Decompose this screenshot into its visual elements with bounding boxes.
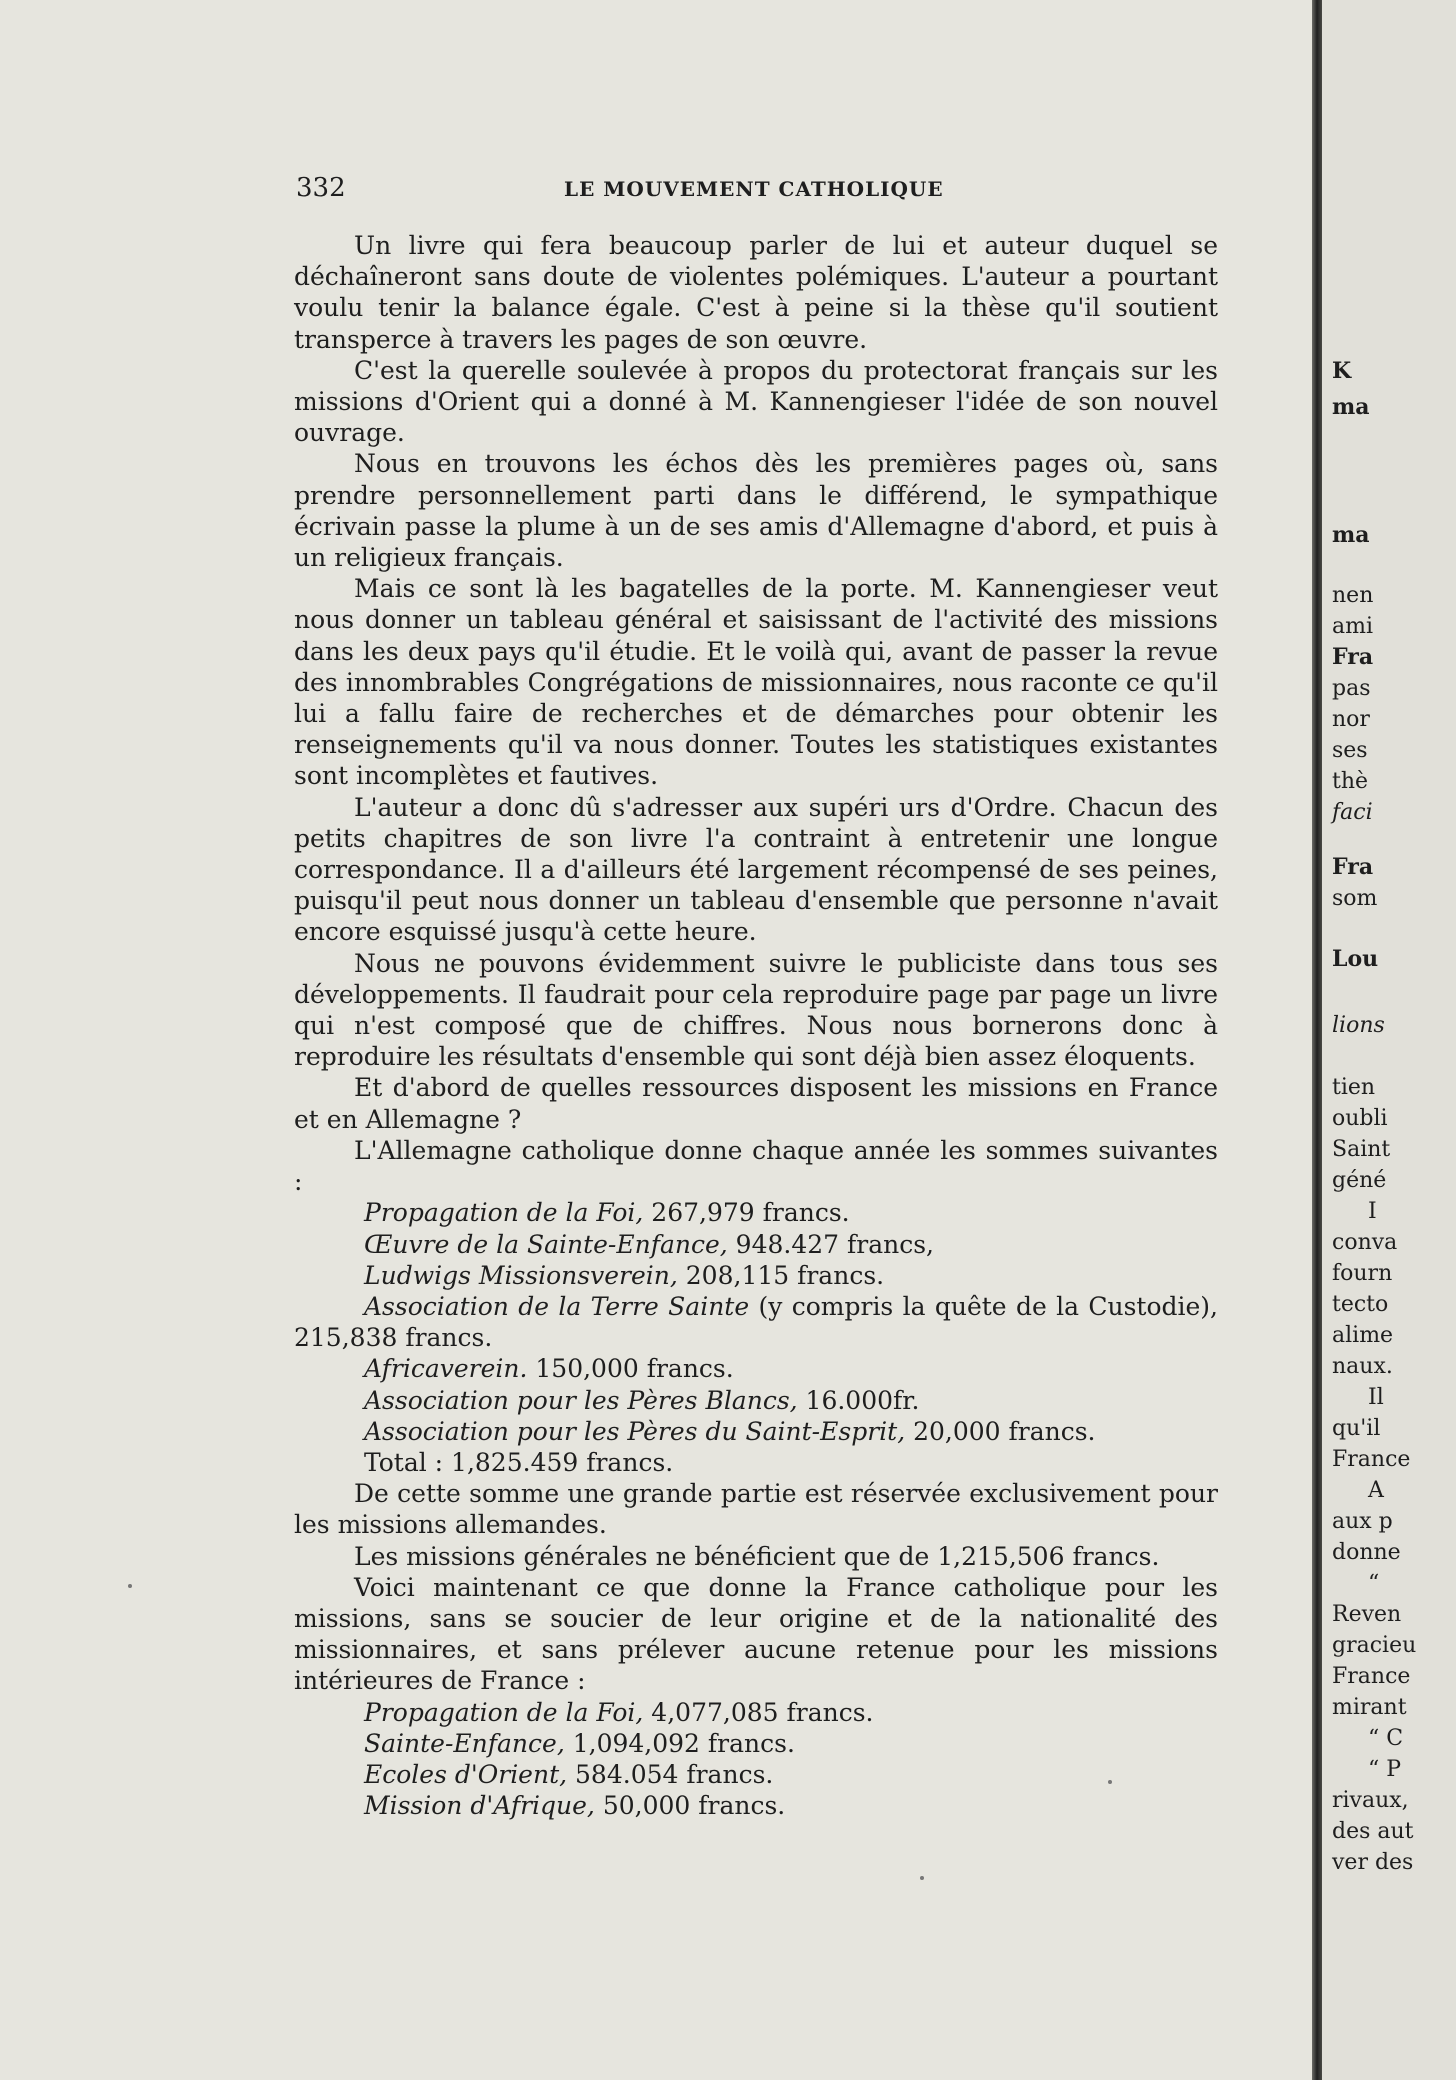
book-gutter <box>1312 0 1322 2080</box>
fragment: oubli <box>1332 1106 1388 1131</box>
fragment: conva <box>1332 1230 1398 1255</box>
paragraph: De cette somme une grande partie est réservée exclusivement pour les missions allemandes. <box>294 1479 1218 1540</box>
fragment: ver des <box>1332 1850 1414 1875</box>
fragment: mirant <box>1332 1695 1407 1720</box>
scan-speck <box>1108 1780 1112 1784</box>
fragment: Saint <box>1332 1137 1391 1162</box>
fragment: Fra <box>1332 854 1374 880</box>
list-item: Mission d'Afrique, 50,000 francs. <box>364 1791 786 1821</box>
fragment: K <box>1332 358 1352 384</box>
list-item: Œuvre de la Sainte-Enfance, 948.427 francs, <box>364 1229 934 1259</box>
body-text <box>294 230 1218 1821</box>
paragraph: L'auteur a donc dû s'adresser aux supéri urs d'Ordre. Chacun des petits chapitres de son livre l'a contraint à entretenir une longue correspondance. Il a d'ailleurs été largement récompensé de ses peines, puisqu'il peut nous donner un tableau d'ensemble que personne n'avait encore esquissé jusqu'à cette heure. <box>294 792 1218 947</box>
fragment: aux p <box>1332 1509 1393 1534</box>
fragment: thè <box>1332 769 1369 794</box>
page-header <box>296 173 1226 203</box>
list-item: Ludwigs Missionsverein, 208,115 francs. <box>364 1260 885 1290</box>
list-item: Propagation de la Foi, 267,979 francs. <box>364 1198 850 1228</box>
fragment: “ P <box>1368 1757 1402 1782</box>
paragraph: Nous en trouvons les échos dès les premières pages où, sans prendre personnellement parti dans le différend, le sympathique écrivain passe la plume à un de ses amis d'Allemagne d'abord, et puis à un religieux français. <box>294 449 1218 573</box>
page-number: 332 <box>296 173 346 203</box>
list-item: Ecoles d'Orient, 584.054 francs. <box>364 1759 774 1789</box>
list-item: Propagation de la Foi, 4,077,085 francs. <box>364 1697 874 1727</box>
fragment: A <box>1368 1478 1384 1503</box>
running-head: LE MOUVEMENT CATHOLIQUE <box>564 177 944 201</box>
fragment: France <box>1332 1447 1411 1472</box>
paragraph: Mais ce sont là les bagatelles de la porte. M. Kannengieser veut nous donner un tableau général et saisissant de l'activité des missions dans les deux pays qu'il étudie. Et le voilà qui, avant de passer la revue des innombrables Congrégations de missionnaires, nous raconte ce qu'il lui a fallu faire de recherches et de démarches pour obtenir les renseignements qu'il va nous donner. Toutes les statistiques existantes sont incomplètes et fautives. <box>294 574 1218 791</box>
fragment: I <box>1368 1199 1377 1224</box>
fragment: som <box>1332 886 1378 911</box>
fragment: faci <box>1332 800 1373 825</box>
fragment: Fra <box>1332 644 1374 670</box>
scan-speck <box>128 1584 132 1588</box>
fragment: pas <box>1332 676 1371 701</box>
fragment: qu'il <box>1332 1416 1381 1441</box>
paragraph: Et d'abord de quelles ressources disposent les missions en France et en Allemagne ? <box>294 1073 1218 1134</box>
fragment: lions <box>1332 1013 1385 1038</box>
list-item: Sainte-Enfance, 1,094,092 francs. <box>364 1728 795 1758</box>
list-item: Association pour les Pères du Saint-Esprit, 20,000 francs. <box>364 1416 1096 1446</box>
fragment: rivaux, <box>1332 1788 1409 1813</box>
paragraph: Un livre qui fera beaucoup parler de lui et auteur duquel se déchaîneront sans doute de violentes polémiques. L'auteur a pourtant voulu tenir la balance égale. C'est à peine si la thèse qu'il soutient transperce à travers les pages de son œuvre. <box>294 231 1218 354</box>
list-item: Africaverein. 150,000 francs. <box>364 1354 734 1384</box>
scan-speck <box>920 1876 924 1880</box>
facing-page <box>1322 0 1456 2080</box>
fragment: Lou <box>1332 946 1379 972</box>
paragraph: Les missions générales ne bénéficient que de 1,215,506 francs. <box>354 1541 1160 1571</box>
fragment: “ <box>1368 1571 1380 1596</box>
total-line: Total : 1,825.459 francs. <box>364 1447 674 1477</box>
fragment: des aut <box>1332 1819 1414 1844</box>
fragment: naux. <box>1332 1354 1393 1379</box>
fragment: nen <box>1332 583 1374 608</box>
fragment: tien <box>1332 1075 1376 1100</box>
fragment: alime <box>1332 1323 1394 1348</box>
fragment: nor <box>1332 707 1370 732</box>
fragment: “ C <box>1368 1726 1404 1751</box>
paragraph: Nous ne pouvons évidemment suivre le publiciste dans tous ses développements. Il faudrait pour cela reproduire page par page un livre qui n'est composé que de chiffres. Nous nous bornerons donc à reproduire les résultats d'ensemble qui sont déjà bien assez éloquents. <box>294 948 1218 1072</box>
paragraph: L'Allemagne catholique donne chaque année les sommes suivantes : <box>294 1135 1218 1197</box>
fragment: ses <box>1332 738 1368 763</box>
paragraph: Voici maintenant ce que donne la France catholique pour les missions, sans se soucier de leur origine et de la nationalité des missionnaires, et sans prélever aucune retenue pour les missions intérieures de France : <box>294 1572 1218 1696</box>
fragment: ma <box>1332 394 1370 420</box>
fragment: gracieu <box>1332 1633 1417 1658</box>
fragment: Reven <box>1332 1602 1402 1627</box>
list-item: Association de la Terre Sainte (y compris la quête de la Custodie), 215,838 francs. <box>294 1291 1218 1353</box>
paragraph: C'est la querelle soulevée à propos du protectorat français sur les missions d'Orient qui a donné à M. Kannengieser l'idée de son nouvel ouvrage. <box>294 355 1218 448</box>
fragment: géné <box>1332 1168 1387 1193</box>
fragment: ma <box>1332 522 1370 548</box>
list-item: Association pour les Pères Blancs, 16.000fr. <box>364 1385 920 1415</box>
fragment: fourn <box>1332 1261 1393 1286</box>
fragment: Il <box>1368 1385 1384 1410</box>
fragment: tecto <box>1332 1292 1389 1317</box>
fragment: France <box>1332 1664 1411 1689</box>
fragment: donne <box>1332 1540 1401 1565</box>
fragment: ami <box>1332 614 1374 639</box>
